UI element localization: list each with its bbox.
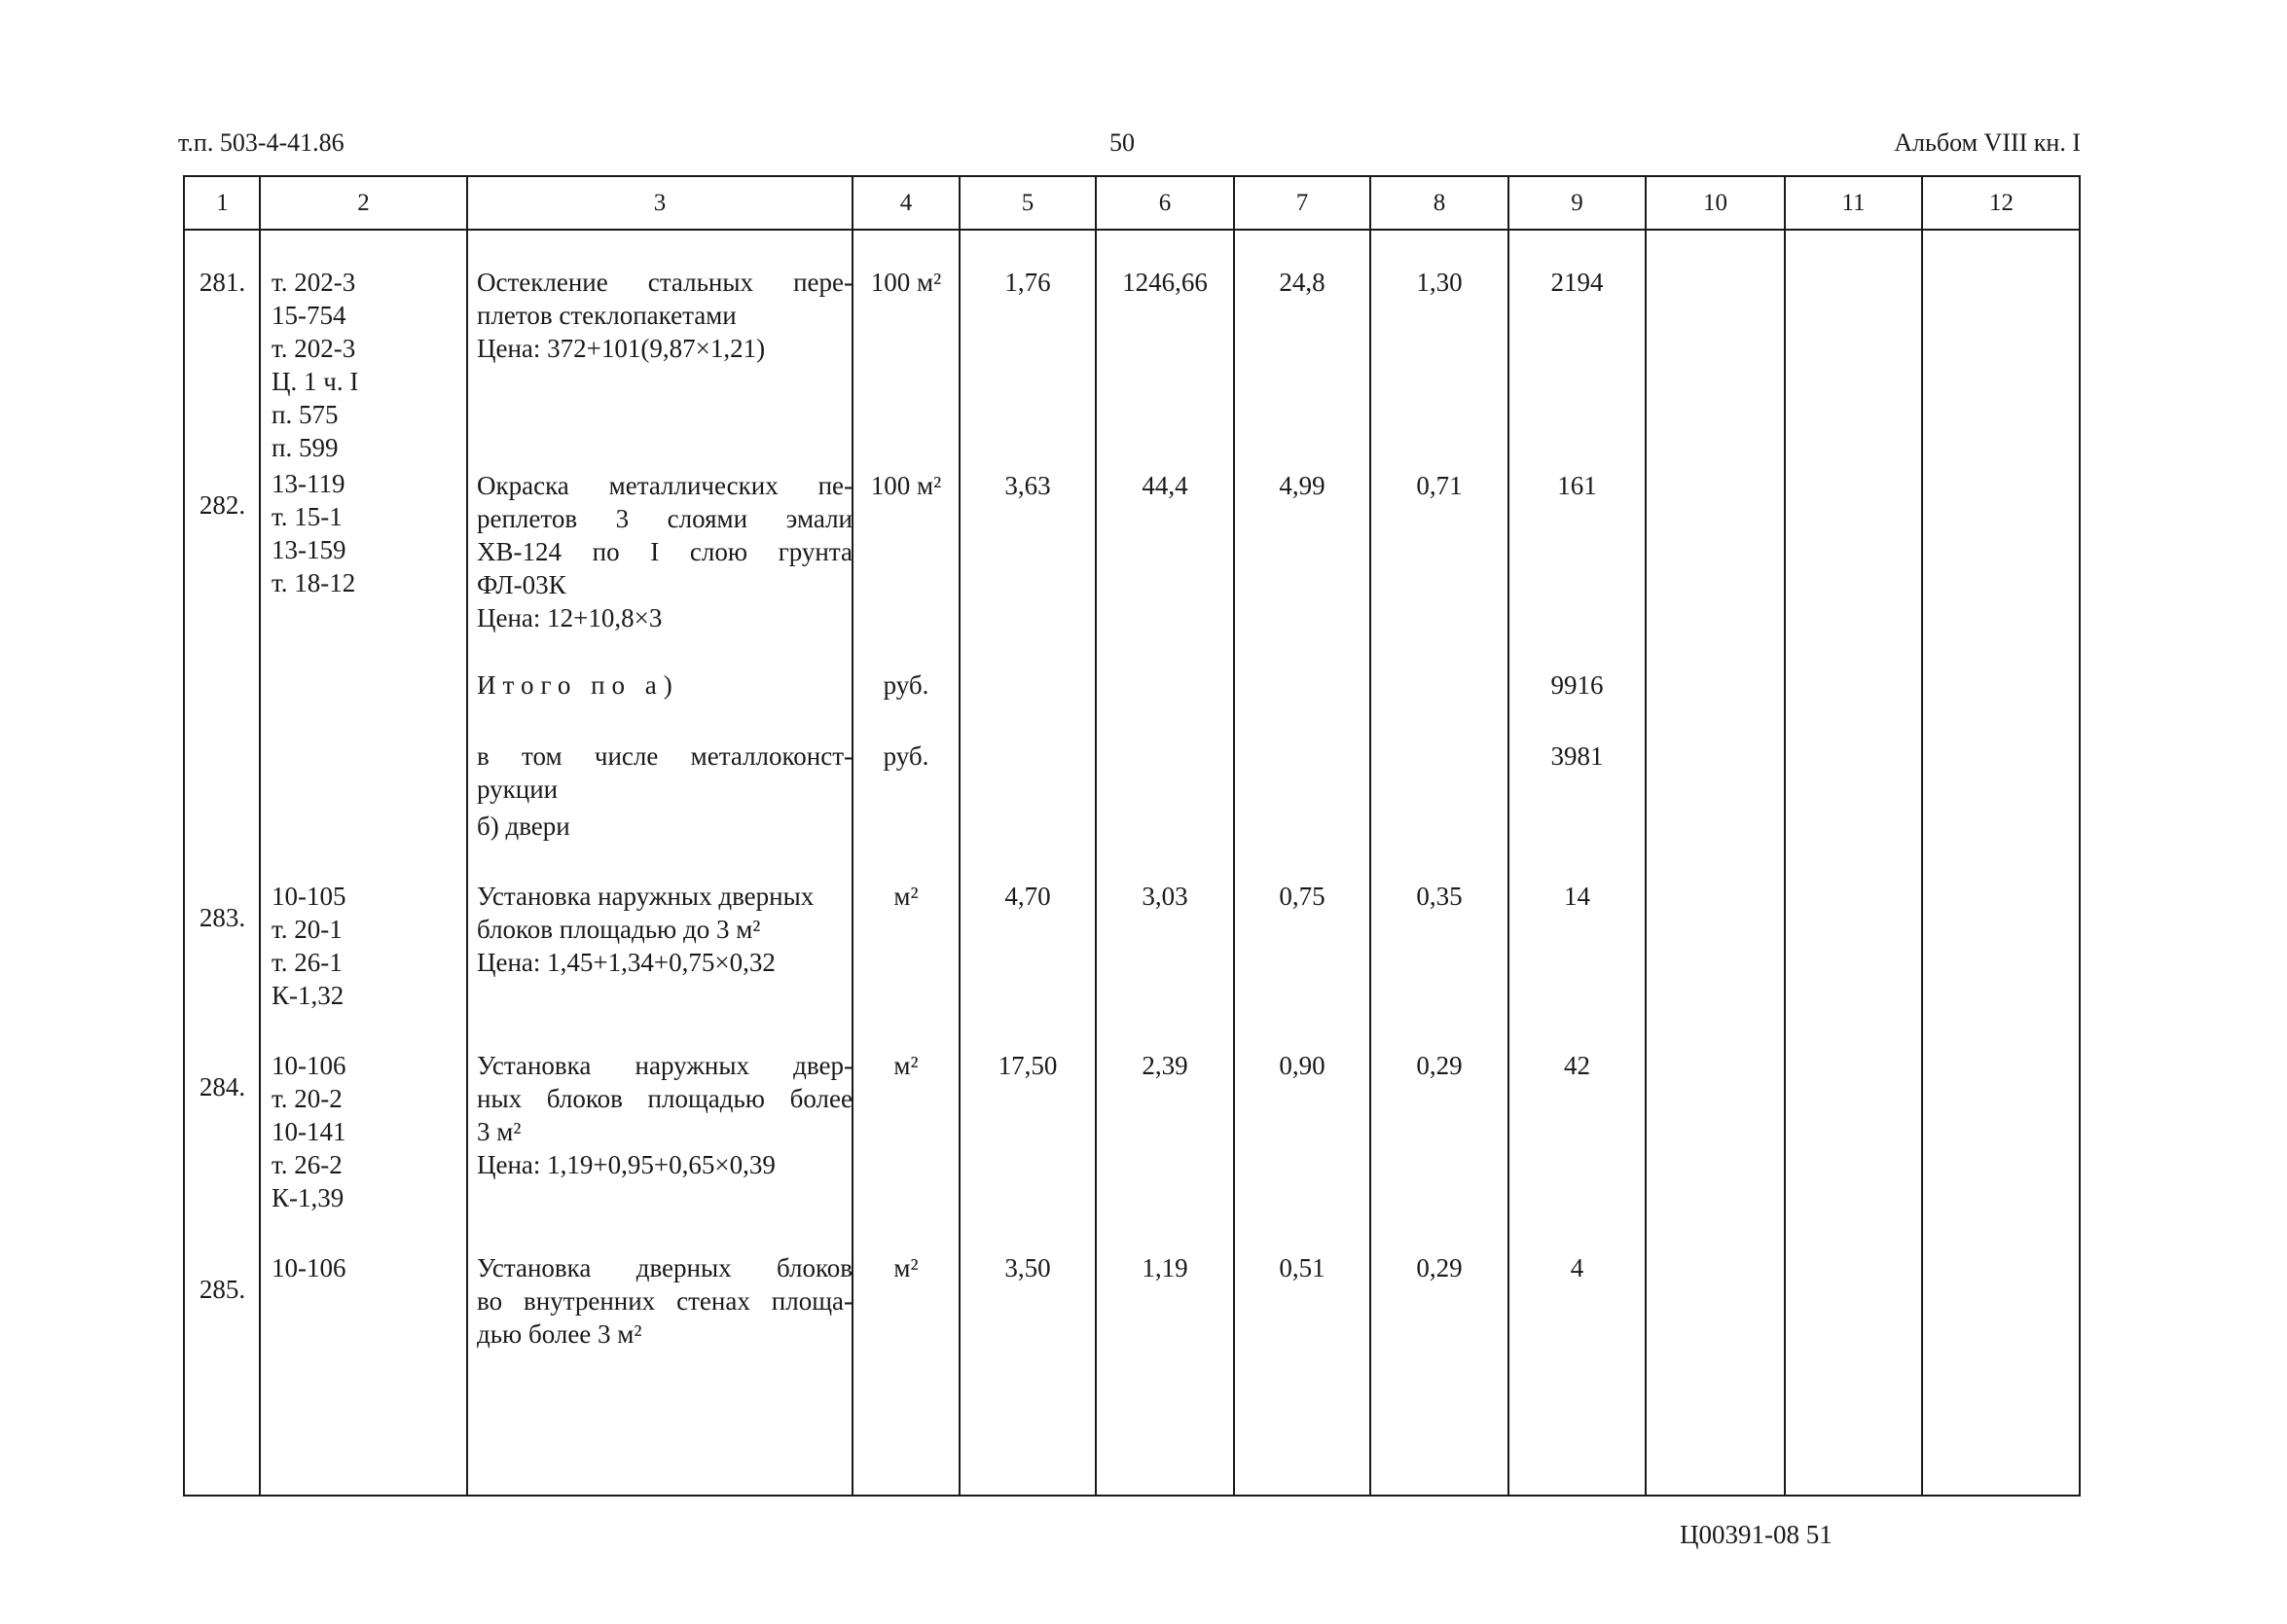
row-references: 10-106 <box>272 1253 346 1282</box>
column-header-6: 6 <box>1158 190 1172 216</box>
description-line: Цена: 1,45+1,34+0,75×0,32 <box>477 948 776 977</box>
column-header-4: 4 <box>899 190 913 216</box>
description-line: плетов стеклопакетами <box>477 301 737 330</box>
row-col-8: 0,35 <box>1416 882 1463 911</box>
row-col-5: 4,70 <box>1004 882 1051 911</box>
row-col-9: 14 <box>1564 882 1590 911</box>
column-divider <box>1784 177 1786 1495</box>
description-line: в том числе металлоконст- <box>477 741 853 771</box>
description-line: Установка наружных двер- <box>477 1051 853 1080</box>
row-description <box>477 810 853 843</box>
column-divider <box>466 177 468 1495</box>
row-col-6: 44,4 <box>1142 471 1188 500</box>
row-number: 284. <box>199 1072 246 1101</box>
row-col-7: 4,99 <box>1279 471 1325 500</box>
row-col-9: 161 <box>1557 471 1597 500</box>
header-document-code: т.п. 503-4-41.86 <box>178 128 345 157</box>
row-references: 10-105 т. 20-1 т. 26-1 К-1,32 <box>272 882 346 1010</box>
description-line: Окраска металлических пе- <box>477 471 853 500</box>
row-col-7: 0,90 <box>1279 1051 1325 1080</box>
description-line: во внутренних стенах площа- <box>477 1286 853 1316</box>
row-col-4: м² <box>893 1253 919 1282</box>
description-line: ных блоков площадью более <box>477 1084 853 1113</box>
row-col-4: 100 м² <box>870 268 942 297</box>
column-divider <box>852 177 853 1495</box>
row-col-6: 3,03 <box>1142 882 1188 911</box>
row-col-5: 1,76 <box>1004 268 1051 297</box>
column-header-9: 9 <box>1571 190 1583 216</box>
column-divider <box>259 177 261 1495</box>
row-col-5: 3,50 <box>1004 1253 1051 1282</box>
description-line: блоков площадью до 3 м² <box>477 915 761 944</box>
column-header-3: 3 <box>653 190 667 216</box>
row-description <box>477 1049 853 1181</box>
row-col-5: 3,63 <box>1004 471 1051 500</box>
row-col-6: 1246,66 <box>1122 268 1208 297</box>
header-album: Альбом VIII кн. I <box>1894 128 2081 157</box>
description-line: рукции <box>477 775 559 804</box>
header-page-number: 50 <box>1109 128 1135 157</box>
column-header-8: 8 <box>1433 190 1446 216</box>
column-divider <box>1369 177 1371 1495</box>
row-col-7: 24,8 <box>1279 268 1325 297</box>
row-col-8: 0,29 <box>1416 1051 1463 1080</box>
column-header-2: 2 <box>357 190 370 216</box>
estimate-table <box>183 175 2081 1497</box>
description-line: Остекление стальных пере- <box>477 268 853 297</box>
row-description <box>477 740 853 806</box>
description-line: дью более 3 м² <box>477 1319 642 1349</box>
row-col-7: 0,51 <box>1279 1253 1325 1282</box>
row-col-8: 0,29 <box>1416 1253 1463 1282</box>
row-references: 10-106 т. 20-2 10-141 т. 26-2 К-1,39 <box>272 1051 346 1212</box>
description-line: Цена: 372+101(9,87×1,21) <box>477 334 766 363</box>
row-number: 285. <box>199 1275 246 1304</box>
row-col-4: руб. <box>883 741 929 771</box>
row-col-4: руб. <box>883 670 929 700</box>
row-col-9: 9916 <box>1550 670 1604 700</box>
description-line: реплетов 3 слоями эмали <box>477 504 853 533</box>
row-number: 281. <box>199 268 246 297</box>
row-number: 283. <box>199 903 246 932</box>
row-col-9: 42 <box>1564 1051 1590 1080</box>
row-col-7: 0,75 <box>1279 882 1325 911</box>
row-col-9: 3981 <box>1550 741 1604 771</box>
row-col-9: 4 <box>1570 1253 1584 1282</box>
row-col-8: 0,71 <box>1416 471 1463 500</box>
column-header-1: 1 <box>216 190 229 216</box>
description-line: 3 м² <box>477 1117 522 1146</box>
column-divider <box>1921 177 1923 1495</box>
row-references: т. 202-3 15-754 т. 202-3 Ц. 1 ч. I п. 575 п. 599 <box>272 268 359 462</box>
column-header-10: 10 <box>1703 190 1727 216</box>
description-line: б) двери <box>477 812 570 841</box>
description-line: Цена: 1,19+0,95+0,65×0,39 <box>477 1150 776 1179</box>
column-divider <box>1095 177 1097 1495</box>
column-header-11: 11 <box>1841 190 1866 216</box>
table-column-header-row <box>185 177 2079 231</box>
column-divider <box>1645 177 1647 1495</box>
footer-stamp: Ц00391-08 51 <box>1680 1520 1833 1549</box>
description-line: Итого по а) <box>477 670 679 700</box>
row-description <box>477 880 853 979</box>
description-line: ХВ-124 по I слою грунта <box>477 537 853 566</box>
description-line: Установка дверных блоков <box>477 1253 853 1282</box>
column-divider <box>959 177 961 1495</box>
row-description <box>477 1251 853 1351</box>
description-line: Цена: 12+10,8×3 <box>477 603 663 632</box>
description-line: ФЛ-03К <box>477 570 566 599</box>
row-number: 282. <box>199 490 246 520</box>
row-col-4: м² <box>893 882 919 911</box>
description-line: Установка наружных дверных <box>477 882 815 911</box>
column-header-7: 7 <box>1295 190 1309 216</box>
row-col-6: 1,19 <box>1142 1253 1188 1282</box>
column-divider <box>1507 177 1509 1495</box>
row-col-4: м² <box>893 1051 919 1080</box>
row-col-6: 2,39 <box>1142 1051 1188 1080</box>
row-references: 13-119 т. 15-1 13-159 т. 18-12 <box>272 469 356 597</box>
row-description <box>477 266 853 365</box>
row-description <box>477 469 853 634</box>
column-divider <box>1233 177 1235 1495</box>
row-col-8: 1,30 <box>1416 268 1463 297</box>
row-description <box>477 668 853 702</box>
row-col-4: 100 м² <box>870 471 942 500</box>
column-header-5: 5 <box>1021 190 1035 216</box>
row-col-9: 2194 <box>1550 268 1604 297</box>
row-col-5: 17,50 <box>998 1051 1058 1080</box>
column-header-12: 12 <box>1989 190 2014 216</box>
